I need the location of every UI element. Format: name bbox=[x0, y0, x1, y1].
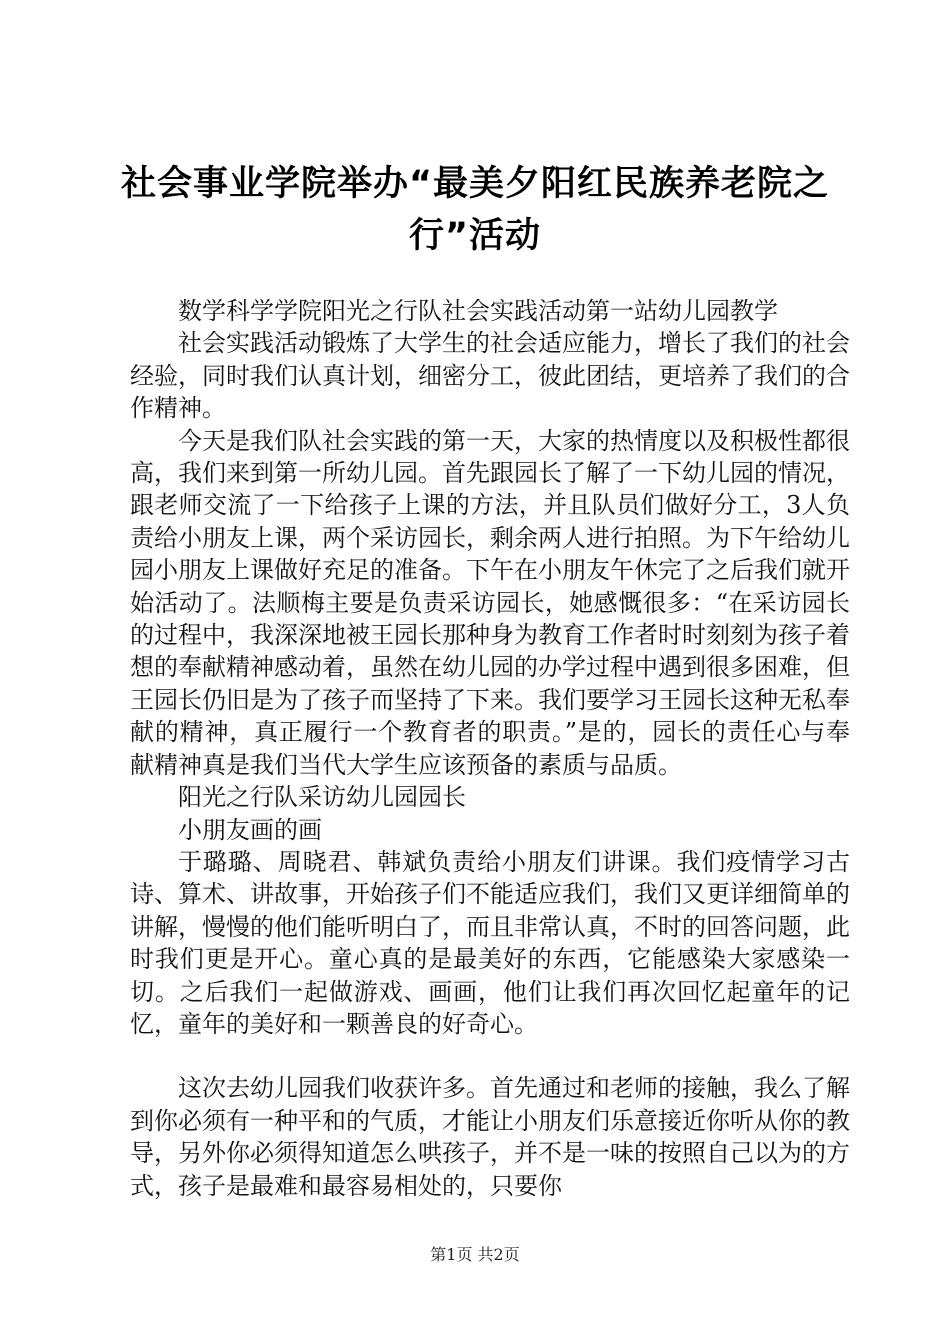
paragraph-first-day: 今天是我们队社会实践的第一天，大家的热情度以及积极性都很高，我们来到第一所幼儿园。首先跟园长了解了一下幼儿园的情况，跟老师交流了一下给孩子上课的方法，并且队员们做好分工，3人负责给小朋友上课，两个采访园长，剩余两人进行拍照。为下午给幼儿园小朋友上课做好充足的准备。下午在小朋友午休完了之后我们就开始活动了。法顺梅主要是负责采访园长，她感慨很多：“在采访园长的过程中，我深深地被王园长那种身为教育工作者时时刻刻为孩子着想的奉献精神感动着，虽然在幼儿园的办学过程中遇到很多困难，但王园长仍旧是为了孩子而坚持了下来。我们要学习王园长这种无私奉献的精神，真正履行一个教育者的职责。”是的，园长的责任心与奉献精神真是我们当代大学生应该预备的素质与品质。 bbox=[130, 426, 850, 779]
paragraph-teaching: 于璐璐、周晓君、韩斌负责给小朋友们讲课。我们疫情学习古诗、算术、讲故事，开始孩子们不能适应我们，我们又更详细简单的讲解，慢慢的他们能听明白了，而且非常认真，不时的回答问题，此时我们更是开心。童心真的是最美好的东西，它能感染大家感染一切。之后我们一起做游戏、画画，他们让我们再次回忆起童年的记忆，童年的美好和一颗善良的好奇心。 bbox=[130, 847, 850, 1038]
photo-caption-drawings: 小朋友画的画 bbox=[178, 815, 322, 844]
paragraph-harvest: 这次去幼儿园我们收获许多。首先通过和老师的接触，我么了解到你必须有一种平和的气质，才能让小朋友们乐意接近你听从你的教导，另外你必须得知道怎么哄孩子，并不是一味的按照自己以为的方式，孩子是最难和最容易相处的，只要你 bbox=[130, 1074, 850, 1200]
page-number-footer: 第1页 共2页 bbox=[430, 1245, 520, 1264]
paragraph-spacer bbox=[130, 1040, 850, 1072]
document-body bbox=[130, 295, 850, 1202]
document-title: 社会事业学院举办“最美夕阳红民族养老院之行”活动 bbox=[120, 164, 829, 256]
paragraph-intro: 社会实践活动锻炼了大学生的社会适应能力，增长了我们的社会经验，同时我们认真计划，细密分工，彼此团结，更培养了我们的合作精神。 bbox=[130, 329, 850, 423]
paragraph-subtitle: 数学科学学院阳光之行队社会实践活动第一站幼儿园教学 bbox=[178, 297, 778, 325]
photo-caption-interview: 阳光之行队采访幼儿园园长 bbox=[178, 783, 466, 812]
